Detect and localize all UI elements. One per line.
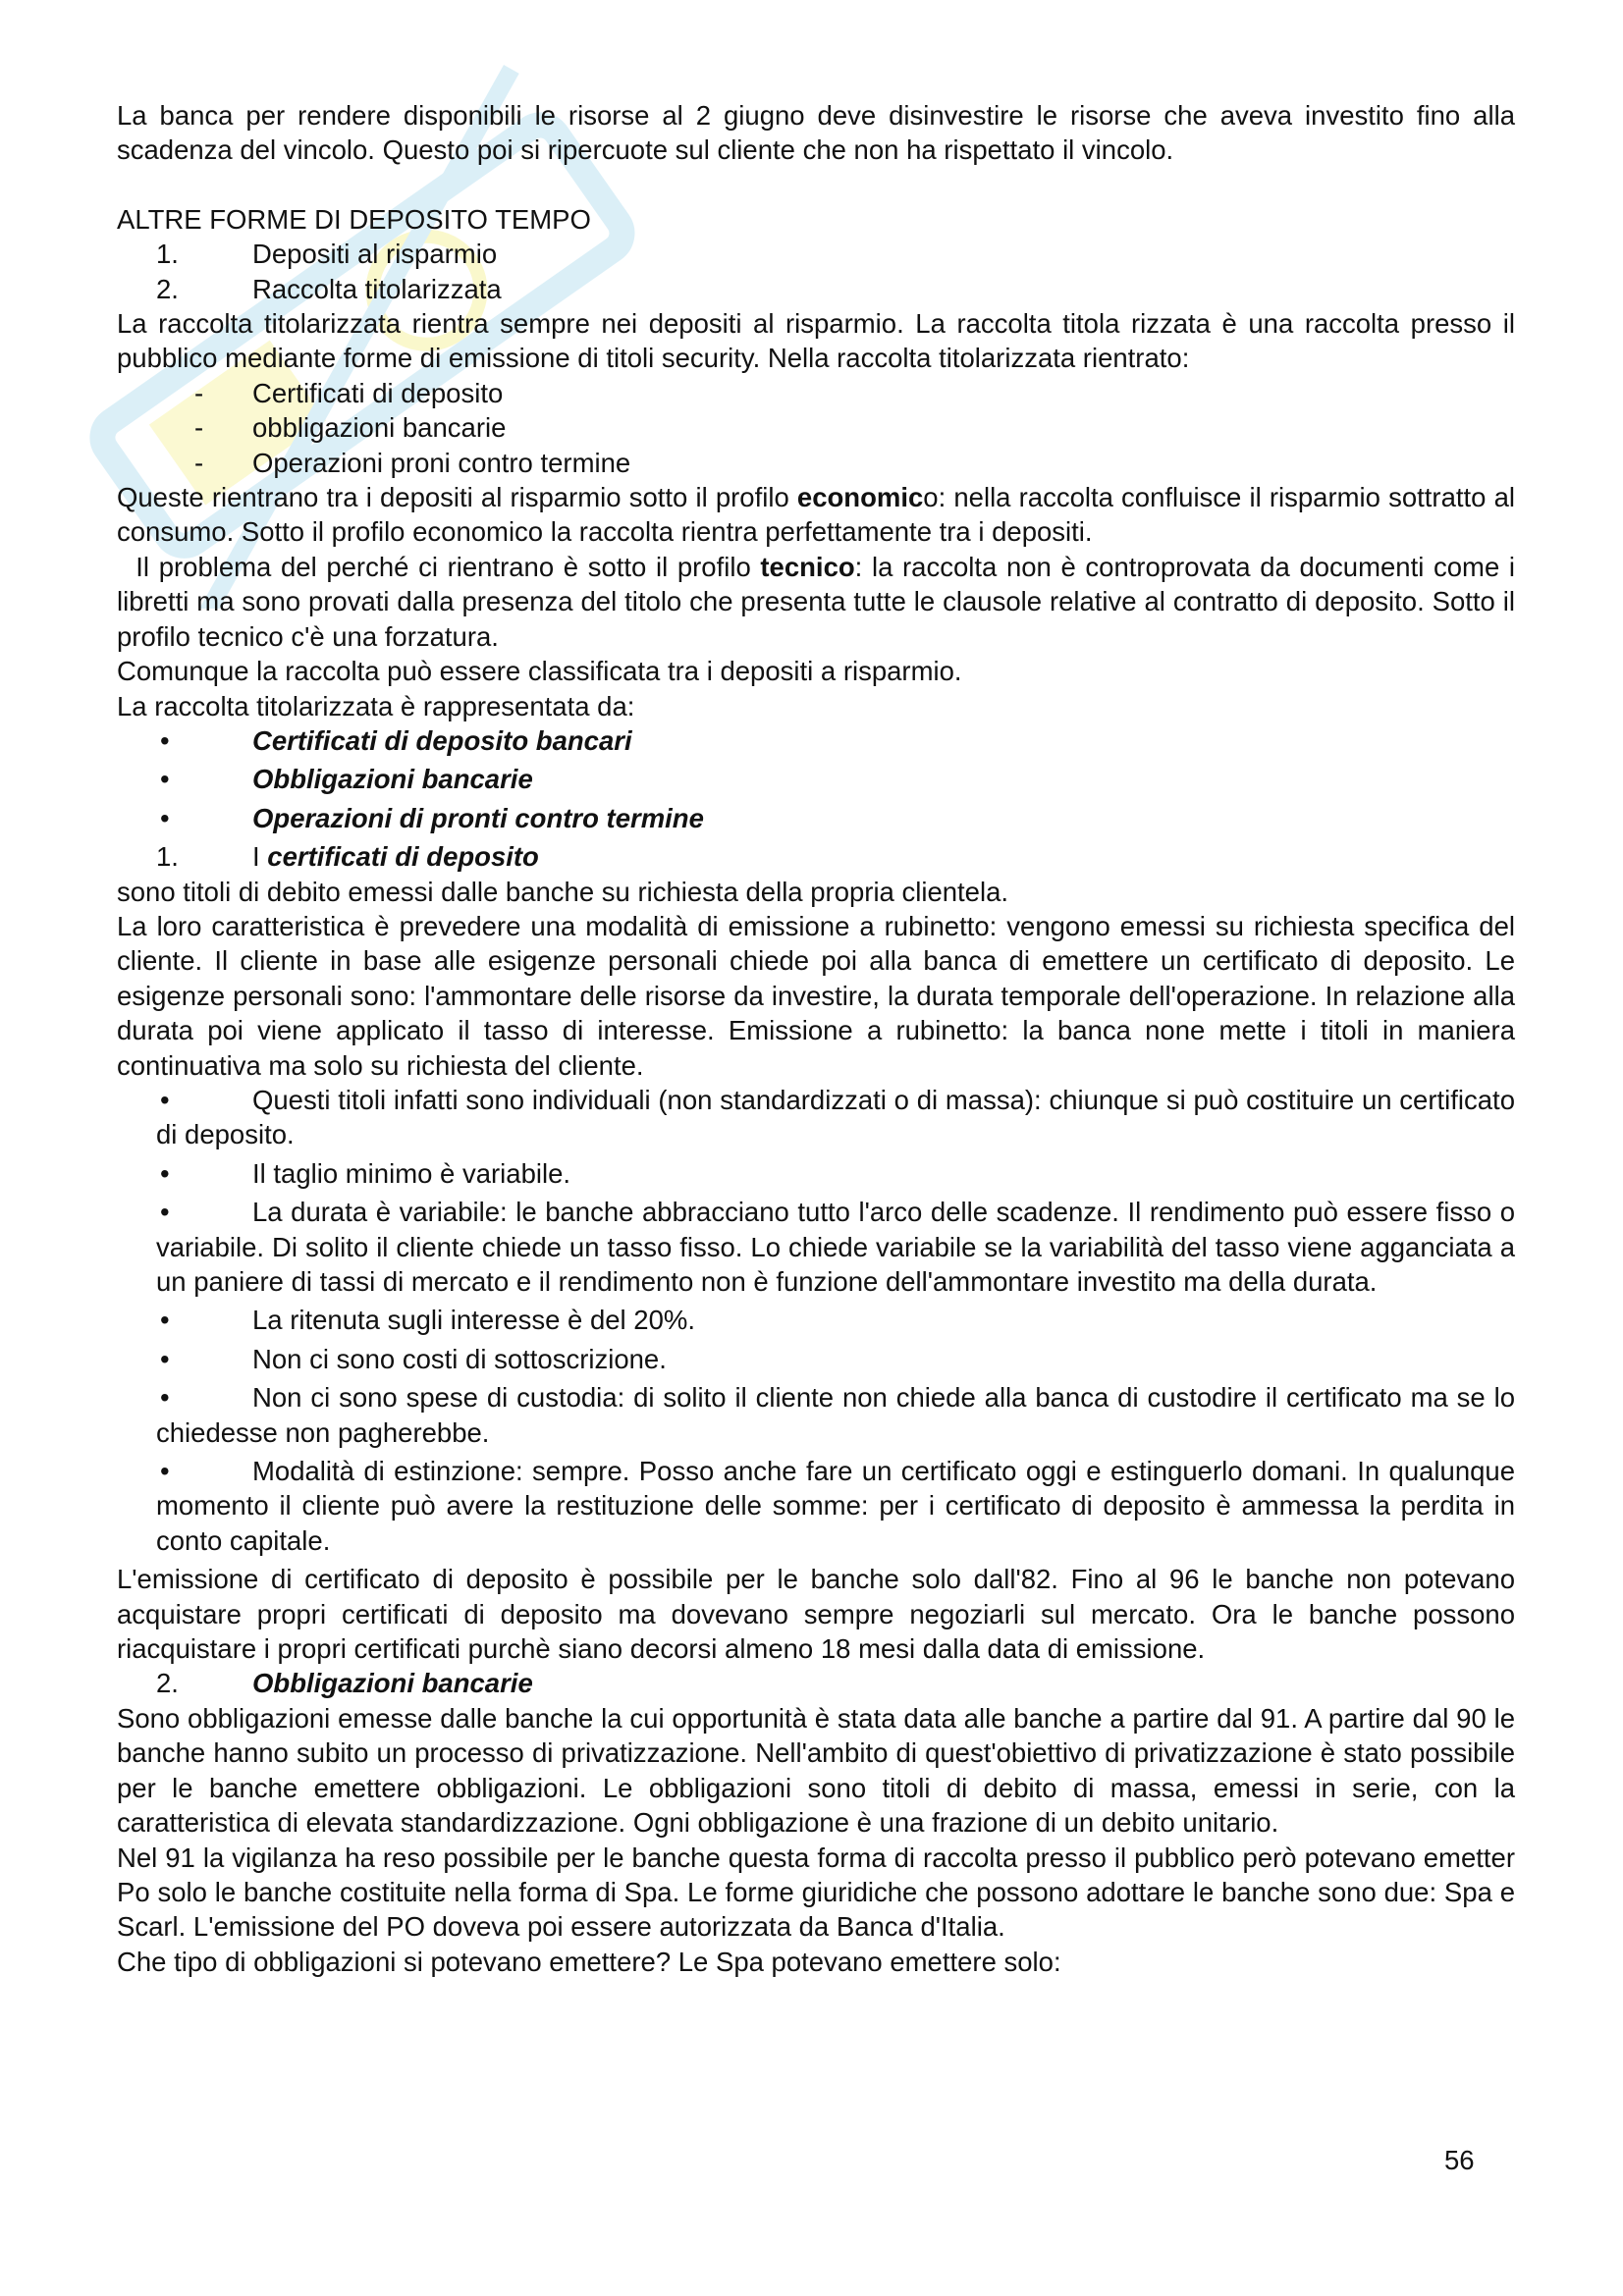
dash-list [117,376,1515,480]
list-item [117,1083,1515,1152]
paragraph-rappresentata: La raccolta titolarizzata è rappresentata da: [117,690,635,721]
list-item [117,446,1515,480]
paragraph-obbl-2: Nel 91 la vigilanza ha reso possibile per le banche questa forma di raccolta presso il pubblico però potevano emetter Po solo le banche costituite nella forma di Spa. Le forme giuridiche che possono adottare le banche sono due: Spa e Scarl. L'emissione del PO doveva poi essere autorizzata da Banca d'Italia. [117,1842,1515,1943]
paragraph-obbl-3: Che tipo di obbligazioni si potevano emettere? Le Spa potevano emettere solo: [117,1946,1061,1977]
list-item [117,1342,1515,1376]
paragraph-tecnico [117,550,1523,654]
dash-symbol: - [194,447,204,478]
paragraph-intro: La banca per rendere disponibili le risorse al 2 giugno deve disinvestire le risorse che aveva investito fino alla scadenza del vincolo. Questo poi si ripercuote sul cliente che non ha rispettato il vincolo. [117,100,1515,166]
list-item-text: obbligazioni bancarie [252,412,507,444]
list-item [117,237,1515,271]
list-item-text: Modalità di estinzione: sempre. Posso anche fare un certificato oggi e estinguerlo domani. In qualunque momento il cliente può avere la restituzione delle somme: per i certificato di deposito è ammessa la perdita in conto capitale. [156,1456,1515,1556]
list-item [117,762,1515,796]
bullet-symbol: • [160,724,170,756]
list-item-text: Non ci sono costi di sottoscrizione. [252,1343,667,1374]
bullet-symbol: • [160,802,170,833]
blank-line [117,168,1515,202]
bold-term: tecnico [760,551,855,582]
list-item [117,410,1515,445]
bullet-symbol: • [160,1305,170,1336]
list-item-text: Depositi al risparmio [252,239,498,270]
bullet-symbol: • [160,1382,170,1414]
subsection-heading-obbligazioni [117,1666,1515,1700]
page-number: 56 [1444,2145,1475,2175]
list-item [117,1156,1515,1191]
document-body [117,98,1523,1979]
list-item [117,1195,1515,1299]
dash-symbol: - [194,377,204,408]
list-number: 1. [156,239,179,270]
section-heading: ALTRE FORME DI DEPOSITO TEMPO [117,203,591,235]
list-item-text: Certificati di deposito [252,377,504,408]
bullet-symbol: • [160,1343,170,1374]
bullet-symbol: • [160,1197,170,1228]
subsection-heading-certificati [117,839,1515,874]
bullet-symbol: • [160,1456,170,1487]
bullet-symbol: • [160,1084,170,1115]
paragraph-cert-def: sono titoli di debito emessi dalle banche su richiesta della propria clientela. [117,876,1009,907]
bullet-symbol: • [160,764,170,795]
list-item [117,1380,1515,1450]
text-run: : la raccolta non è controprovata da documenti come i libretti ma sono provati dalla presenza del titolo che presenta tutte le clausole relative al contratto di deposito. Sotto il profilo tecnico c'è una forzatura. [117,551,1523,652]
bold-bullet-list [117,723,1515,835]
paragraph-cert-emissione: L'emissione di certificato di deposito è possibile per le banche solo dall'82. Fino al 96 le banche non potevano acquistare propri certificati di deposito ma dovevano sempre negoziarli sul mercato. Ora le banche possono riacquistare i propri certificati purchè siano decorsi almeno 18 mesi dalla data di emissione. [117,1564,1515,1665]
list-item-text: Questi titoli infatti sono individuali (non standardizzati o di massa): chiunque si può costituire un certificato di deposito. [156,1084,1515,1150]
paragraph-cert-caratteristica: La loro caratteristica è prevedere una modalità di emissione a rubinetto: vengono emessi su richiesta specifica del cliente. Il cliente in base alle esigenze personali chiede poi alla banca di emettere un certificato di deposito. Le esigenze personali sono: l'ammontare delle risorse da investire, la durata temporale dell'operazione. In relazione alla durata poi viene applicato il tasso di interesse. Emissione a rubinetto: la banca none mette i titoli in maniera continuativa ma solo su richiesta del cliente. [117,910,1515,1081]
list-item [117,1303,1515,1337]
paragraph-obbl-1: Sono obbligazioni emesse dalle banche la cui opportunità è stata data alle banche a partire dal 91. A partire dal 90 le banche hanno subito un processo di privatizzazione. Nell'ambito di quest'obiettivo di privatizzazione è stato possibile per le banche emettere obbligazioni. Le obbligazioni sono titoli di debito di massa, emessi in serie, con la caratteristica di elevata standardizzazione. Ogni obbligazione è una frazione di un debito unitario. [117,1702,1515,1839]
heading-text [252,839,539,874]
list-item [117,376,1515,410]
list-item [117,272,1515,306]
cert-bullet-list [117,1083,1515,1558]
list-item [117,801,1515,835]
list-item-text: Raccolta titolarizzata [252,273,502,304]
text-run: I [252,841,268,873]
list-item-text: Operazioni di pronti contro termine [252,802,704,833]
bullet-symbol: • [160,1157,170,1189]
list-item-text: Il taglio minimo è variabile. [252,1157,571,1189]
text-run: o: nella raccolta confluisce il risparmio sottratto al consumo. Sotto il profilo economico la raccolta rientra perfettamente tra i depositi. [117,482,1515,548]
list-item-text: Non ci sono spese di custodia: di solito il cliente non chiede alla banca di custodire il certificato ma se lo chiedesse non pagherebbe. [156,1382,1515,1448]
list-item [117,1454,1515,1558]
list-number: 2. [156,1668,179,1699]
numbered-list [117,237,1515,306]
text-run: Il problema del perché ci rientrano è sotto il profilo [117,551,761,582]
bold-italic-term: certificati di deposito [267,841,539,873]
list-number: 2. [156,273,179,304]
paragraph-economico [117,480,1515,550]
list-item-text: Certificati di deposito bancari [252,724,632,756]
paragraph-raccolta: La raccolta titolarizzata rientra sempre nei depositi al risparmio. La raccolta titola rizzata è una raccolta presso il pubblico mediante forme di emissione di titoli security. Nella raccolta titolarizzata rientrato: [117,308,1515,374]
list-item [117,723,1515,758]
list-item-text: La ritenuta sugli interesse è del 20%. [252,1305,695,1336]
list-item-text: Obbligazioni bancarie [252,764,533,795]
text-run: Queste rientrano tra i depositi al risparmio sotto il profilo [117,482,797,513]
list-item-text: Operazioni proni contro termine [252,447,631,478]
bold-term: economic [796,482,924,513]
paragraph-comunque: Comunque la raccolta può essere classificata tra i depositi a risparmio. [117,656,962,687]
list-item-text: La durata è variabile: le banche abbracciano tutto l'arco delle scadenze. Il rendimento può essere fisso o variabile. Di solito il cliente chiede un tasso fisso. Lo chiede variabile se la variabilità del tasso viene agganciata a un paniere di tassi di mercato e il rendimento non è funzione dell'ammontare investito ma della durata. [156,1197,1515,1297]
list-number: 1. [156,841,179,873]
dash-symbol: - [194,412,204,444]
heading-text: Obbligazioni bancarie [252,1668,533,1699]
